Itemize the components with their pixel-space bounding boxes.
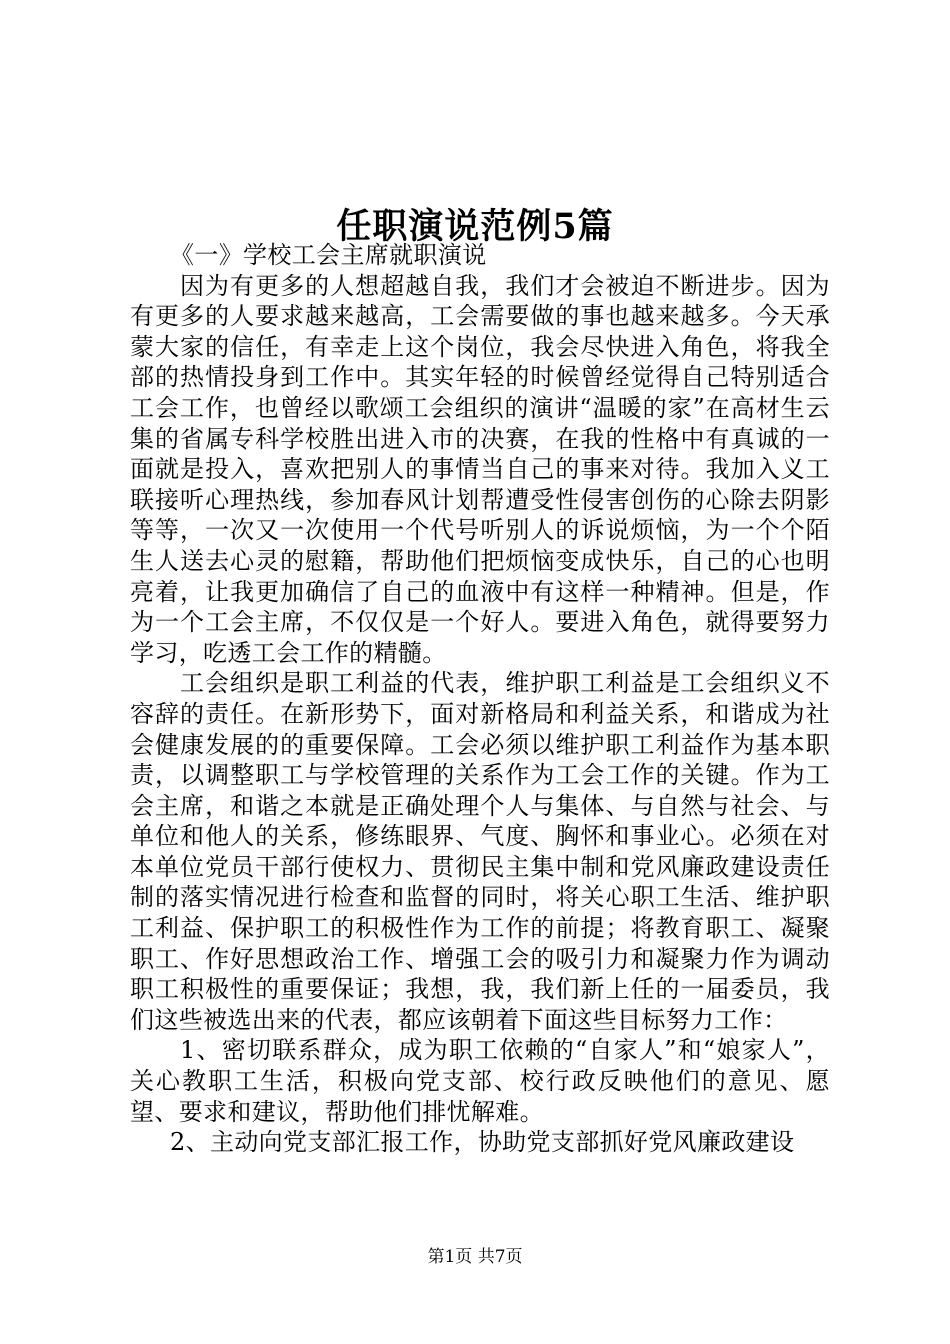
document-body — [130, 240, 830, 1158]
paragraph: 工会组织是职工利益的代表，维护职工利益是工会组织义不容辞的责任。在新形势下，面对新格局和利益关系，和谐成为社会健康发展的的重要保障。工会必须以维护职工利益作为基本职责，以调整职工与学校管理的关系作为工会工作的关键。作为工会主席，和谐之本就是正确处理个人与集体、与自然与社会、与单位和他人的关系，修练眼界、气度、胸怀和事业心。必须在对本单位党员干部行使权力、贯彻民主集中制和党风廉政建设责任制的落实情况进行检查和监督的同时，将关心职工生活、维护职工利益、保护职工的积极性作为工作的前提；将教育职工、凝聚职工、作好思想政治工作、增强工会的吸引力和凝聚力作为调动职工积极性的重要保证；我想，我，我们新上任的一届委员，我们这些被选出来的代表，都应该朝着下面这些目标努力工作： — [130, 669, 830, 1034]
paragraph: 因为有更多的人想超越自我，我们才会被迫不断进步。因为有更多的人要求越来越高，工会需要做的事也越来越多。今天承蒙大家的信任，有幸走上这个岗位，我会尽快进入角色，将我全部的热情投身到工作中。其实年轻的时候曾经觉得自己特别适合工会工作，也曾经以歌颂工会组织的演讲“温暖的家”在高材生云集的省属专科学校胜出进入市的决赛，在我的性格中有真诚的一面就是投入，喜欢把别人的事情当自己的事来对待。我加入义工联接听心理热线，参加春风计划帮遭受性侵害创伤的心除去阴影等等，一次又一次使用一个代号听别人的诉说烦恼，为一个个陌生人送去心灵的慰籍，帮助他们把烦恼变成快乐，自己的心也明亮着，让我更加确信了自己的血液中有这样一种精神。但是，作为一个工会主席，不仅仅是一个好人。要进入角色，就得要努力学习，吃透工会工作的精髓。 — [130, 271, 830, 667]
page-footer: 第1页 共7页 — [427, 1247, 523, 1267]
section-heading: 《一》学校工会主席就职演说 — [170, 241, 487, 269]
list-item: 2、主动向党支部汇报工作，协助党支部抓好党风廉政建设 — [170, 1128, 795, 1157]
document-title: 任职演说范例5篇 — [336, 206, 614, 248]
list-item: 1、密切联系群众，成为职工依赖的“自家人”和“娘家人”，关心教职工生活，积极向党支部、校行政反映他们的意见、愿望、要求和建议，帮助他们排忧解难。 — [130, 1036, 830, 1126]
